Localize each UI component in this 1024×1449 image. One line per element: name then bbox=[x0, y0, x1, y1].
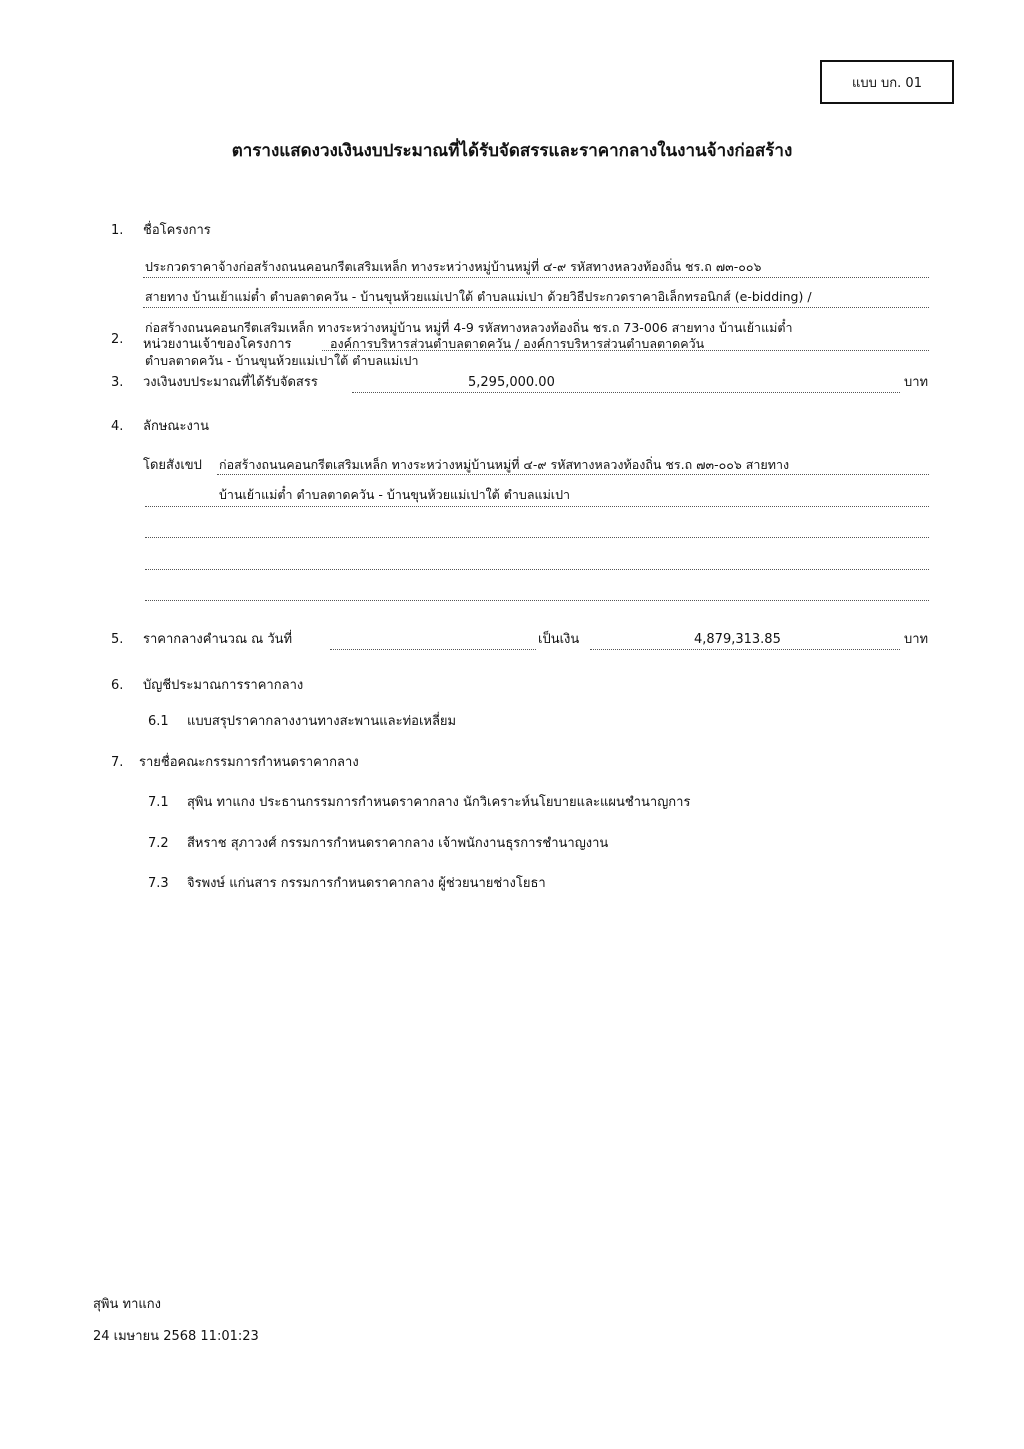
median-price-amount: 4,879,313.85 bbox=[694, 632, 781, 647]
member-text: สุพิน ทาแกง ประธานกรรมการกำหนดราคากลาง นักวิเคราะห์นโยบายและแผนชำนาญการ bbox=[187, 795, 691, 810]
section6-number: 6. bbox=[111, 678, 124, 693]
section7-label: รายชื่อคณะกรรมการกำหนดราคากลาง bbox=[139, 755, 359, 770]
project-name-line2: สายทาง บ้านเย้าแม่ต๋ำ ตำบลตาดควัน - บ้านขุนห้วยแม่เปาใต้ ตำบลแม่เปา ด้วยวิธีประกวดราคาอิเล็กทรอนิกส์ (e-bidding) / bbox=[145, 289, 812, 304]
work-description-line2: บ้านเย้าแม่ต๋ำ ตำบลตาดควัน - บ้านขุนห้วยแม่เปาใต้ ตำบลแม่เปา bbox=[219, 487, 571, 502]
work-description-line1: ก่อสร้างถนนคอนกรีตเสริมเหล็ก ทางระหว่างหมู่บ้านหมู่ที่ ๔-๙ รหัสทางหลวงท้องถิ่น ชร.ถ ๗๓-๐๐๖ สายทาง bbox=[219, 457, 790, 472]
dotted-line bbox=[322, 350, 929, 351]
budget-amount: 5,295,000.00 bbox=[468, 375, 555, 390]
dotted-line bbox=[145, 569, 929, 570]
section5-number: 5. bbox=[111, 632, 124, 647]
section7-number: 7. bbox=[111, 755, 124, 770]
dotted-line bbox=[145, 537, 929, 538]
agency-value: องค์การบริหารส่วนตำบลตาดควัน / องค์การบริหารส่วนตำบลตาดควัน bbox=[330, 336, 705, 351]
median-price-unit: บาท bbox=[904, 632, 929, 647]
section4-number: 4. bbox=[111, 419, 124, 434]
section2-label: หน่วยงานเจ้าของโครงการ bbox=[143, 337, 292, 352]
section4-sub-label: โดยสังเขป bbox=[143, 458, 202, 473]
dotted-line bbox=[352, 392, 900, 393]
member-number: 7.3 bbox=[148, 876, 169, 891]
section2-number: 2. bbox=[111, 332, 124, 347]
section6-label: บัญชีประมาณการราคากลาง bbox=[143, 678, 304, 693]
member-number: 7.2 bbox=[148, 836, 169, 851]
member-text: จิรพงษ์ แก่นสาร กรรมการกำหนดราคากลาง ผู้ช่วยนายช่างโยธา bbox=[187, 876, 546, 891]
section4-label: ลักษณะงาน bbox=[143, 419, 209, 434]
dotted-line bbox=[590, 649, 900, 650]
section1-label: ชื่อโครงการ bbox=[143, 223, 211, 238]
dotted-line bbox=[143, 277, 929, 278]
project-name-line3: ก่อสร้างถนนคอนกรีตเสริมเหล็ก ทางระหว่างหมู่บ้าน หมู่ที่ 4-9 รหัสทางหลวงท้องถิ่น ชร.ถ 73-006 สายทาง บ้านเย้าแม่ต๋ำ bbox=[145, 320, 793, 335]
project-name-line4: ตำบลตาดควัน - บ้านขุนห้วยแม่เปาใต้ ตำบลแม่เปา bbox=[145, 353, 419, 368]
budget-unit: บาท bbox=[904, 375, 929, 390]
section1-number: 1. bbox=[111, 223, 124, 238]
form-code-box bbox=[820, 60, 954, 104]
dotted-line bbox=[217, 474, 929, 475]
dotted-line bbox=[145, 600, 929, 601]
section3-label: วงเงินงบประมาณที่ได้รับจัดสรร bbox=[143, 375, 318, 390]
section3-number: 3. bbox=[111, 375, 124, 390]
section5-label: ราคากลางคำนวณ ณ วันที่ bbox=[143, 632, 293, 647]
section6-item-number: 6.1 bbox=[148, 714, 169, 729]
member-number: 7.1 bbox=[148, 795, 169, 810]
footer-datetime: 24 เมษายน 2568 11:01:23 bbox=[93, 1329, 259, 1344]
median-price-label: เป็นเงิน bbox=[538, 632, 580, 647]
page-title: ตารางแสดงวงเงินงบประมาณที่ได้รับจัดสรรและราคากลางในงานจ้างก่อสร้าง bbox=[231, 141, 793, 161]
form-code: แบบ บก. 01 bbox=[852, 75, 922, 91]
footer-name: สุพิน ทาแกง bbox=[93, 1297, 161, 1312]
dotted-line bbox=[330, 649, 536, 650]
member-text: สีหราช สุภาวงศ์ กรรมการกำหนดราคากลาง เจ้าพนักงานธุรการชำนาญงาน bbox=[187, 836, 609, 851]
dotted-line bbox=[143, 307, 929, 308]
project-name-line1: ประกวดราคาจ้างก่อสร้างถนนคอนกรีตเสริมเหล็ก ทางระหว่างหมู่บ้านหมู่ที่ ๔-๙ รหัสทางหลวงท้องถิ่น ชร.ถ ๗๓-๐๐๖ bbox=[145, 259, 762, 274]
dotted-line bbox=[145, 506, 929, 507]
section6-item-text: แบบสรุปราคากลางงานทางสะพานและท่อเหลี่ยม bbox=[187, 714, 457, 729]
